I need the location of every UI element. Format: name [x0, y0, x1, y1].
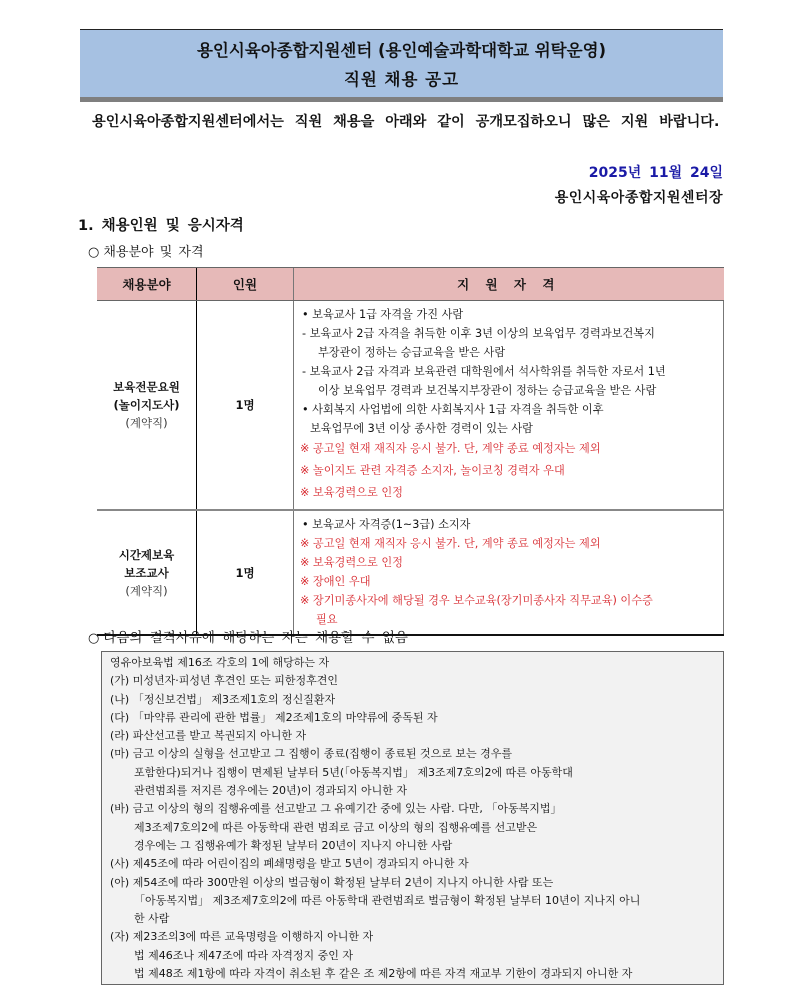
column-header-count: 인원 [197, 268, 294, 301]
column-header-field: 채용분야 [97, 268, 197, 301]
disqualification-item-cont: 법 제48조 제1항에 따라 자격이 취소된 후 같은 조 제2항에 따른 자격 재교부 기한이 경과되지 아니한 자 [134, 967, 633, 981]
table-header-row [97, 268, 724, 301]
notice-date: 2025년 11월 24일 [588, 165, 723, 181]
disqualification-item-cont: 관련범죄를 저지른 경우에는 20년)이 경과되지 아니한 자 [134, 784, 408, 798]
disqualification-item-cont: 제3조제7호의2에 따른 아동학대 관련 범죄로 금고 이상의 형의 집행유예를 선고받은 [134, 820, 538, 834]
intro-text: 용인시육아종합지원센터에서는 직원 채용을 아래와 같이 공개모집하오니 많은 지원 바랍니다. [92, 114, 720, 130]
disqualification-item: (아) 제54조에 따라 300만원 이상의 벌금형이 확정된 날부터 2년이 지나지 아니한 사람 또는 [110, 875, 554, 889]
subsection-title: ○ 채용분야 및 자격 [88, 245, 204, 260]
disqualification-item: (나) 「정신보건법」 제3조제1호의 정신질환자 [110, 692, 336, 706]
qualification-note: ※ 보육경력으로 인정 [300, 486, 403, 499]
qualification-line: - 보육교사 2급 자격과 보육관련 대학원에서 석사학위를 취득한 자로서 1년 [302, 365, 666, 378]
qualification-note: 필요 [316, 613, 338, 626]
qualification-note: ※ 공고일 현재 재직자 응시 불가. 단, 계약 종료 예정자는 제외 [300, 537, 601, 550]
qualification-line: 부장관이 정하는 승급교육을 받은 사람 [318, 346, 506, 359]
disqualification-item: (라) 파산선고를 받고 복권되지 아니한 자 [110, 729, 307, 743]
disqualification-title: ○ 다음의 결격사유에 해당하는 자는 채용할 수 없음 [88, 630, 408, 646]
qualification-line: • 보육교사 자격증(1~3급) 소지자 [302, 518, 471, 531]
page-subtitle: 직원 채용 공고 [343, 70, 460, 89]
intro-paragraph [78, 110, 723, 135]
qualification-cell [294, 510, 724, 635]
qualification-line: 이상 보육업무 경력과 보건복지부장관이 정하는 승급교육을 받은 사람 [318, 384, 657, 397]
qualification-note: ※ 놀이지도 관련 자격증 소지자, 놀이코칭 경력자 우대 [300, 464, 565, 477]
disqualification-item-cont: 한 사람 [134, 912, 170, 926]
disqualification-heading: 영유아보육법 제16조 각호의 1에 해당하는 자 [110, 656, 330, 669]
count-cell: 1명 [197, 510, 294, 635]
qualification-note: ※ 장기미종사자에 해당될 경우 보수교육(장기미종사자 직무교육) 이수증 [300, 594, 653, 607]
disqualification-item: (다) 「마약류 관리에 관한 법률」 제2조제1호의 마약류에 중독된 자 [110, 710, 438, 724]
qualification-table [97, 267, 724, 636]
disqualification-item-cont: 포함한다)되거나 집행이 면제된 날부터 5년(「아동복지법」 제3조제7호의2에 따른 아동학대 [134, 765, 573, 779]
header-banner [80, 29, 723, 99]
page-title: 용인시육아종합지원센터 (용인예술과학대학교 위탁운영) [196, 41, 607, 60]
field-cell: 시간제보육 보조교사 (계약직) [97, 510, 197, 635]
disqualification-item-cont: 경우에는 그 집행유예가 확정된 날부터 20년이 지나지 아니한 사람 [134, 838, 453, 852]
circle-bullet-icon: ○ [88, 245, 100, 260]
qualification-note: ※ 공고일 현재 재직자 응시 불가. 단, 계약 종료 예정자는 제외 [300, 442, 601, 455]
column-header-qualifications: 지 원 자 격 [294, 268, 724, 301]
field-cell: 보육전문요원 (놀이지도사) (계약직) [97, 301, 197, 511]
disqualification-box [101, 651, 724, 985]
disqualification-item: (자) 제23조의3에 따른 교육명령을 이행하지 아니한 자 [110, 930, 374, 944]
qualification-note: ※ 보육경력으로 인정 [300, 556, 403, 569]
signer: 용인시육아종합지원센터장 [554, 190, 723, 206]
section-title: 1. 채용인원 및 응시자격 [78, 218, 244, 234]
count-cell: 1명 [197, 301, 294, 511]
qualification-note: ※ 장애인 우대 [300, 575, 371, 588]
circle-bullet-icon: ○ [88, 631, 100, 646]
disqualification-item: (마) 금고 이상의 실형을 선고받고 그 집행이 종료(집행이 종료된 것으로 보는 경우를 [110, 747, 512, 761]
disqualification-item: (사) 제45조에 따라 어린이집의 폐쇄명령을 받고 5년이 경과되지 아니한 자 [110, 857, 469, 871]
disqualification-item-cont: 「아동복지법」 제3조제7호의2에 따른 아동학대 관련범죄로 벌금형이 확정된 날부터 10년이 지나지 아니 [134, 893, 641, 907]
qualification-line: • 사회복지 사업법에 의한 사회복지사 1급 자격을 취득한 이후 [302, 403, 604, 416]
table-row [97, 510, 724, 635]
qualification-line: • 보육교사 1급 자격을 가진 사람 [302, 308, 464, 321]
disqualification-item: (가) 미성년자·피성년 후견인 또는 피한정후견인 [110, 674, 338, 688]
qualification-line: 보육업무에 3년 이상 종사한 경력이 있는 사람 [310, 422, 533, 435]
qualification-line: - 보육교사 2급 자격을 취득한 이후 3년 이상의 보육업무 경력과보건복지 [302, 327, 655, 340]
disqualification-item: (바) 금고 이상의 형의 집행유예를 선고받고 그 유예기간 중에 있는 사람. 다만, 「아동복지법」 [110, 802, 562, 816]
qualification-cell [294, 301, 724, 511]
table-row [97, 301, 724, 511]
disqualification-item-cont: 법 제46조나 제47조에 따라 자격정지 중인 자 [134, 948, 353, 962]
